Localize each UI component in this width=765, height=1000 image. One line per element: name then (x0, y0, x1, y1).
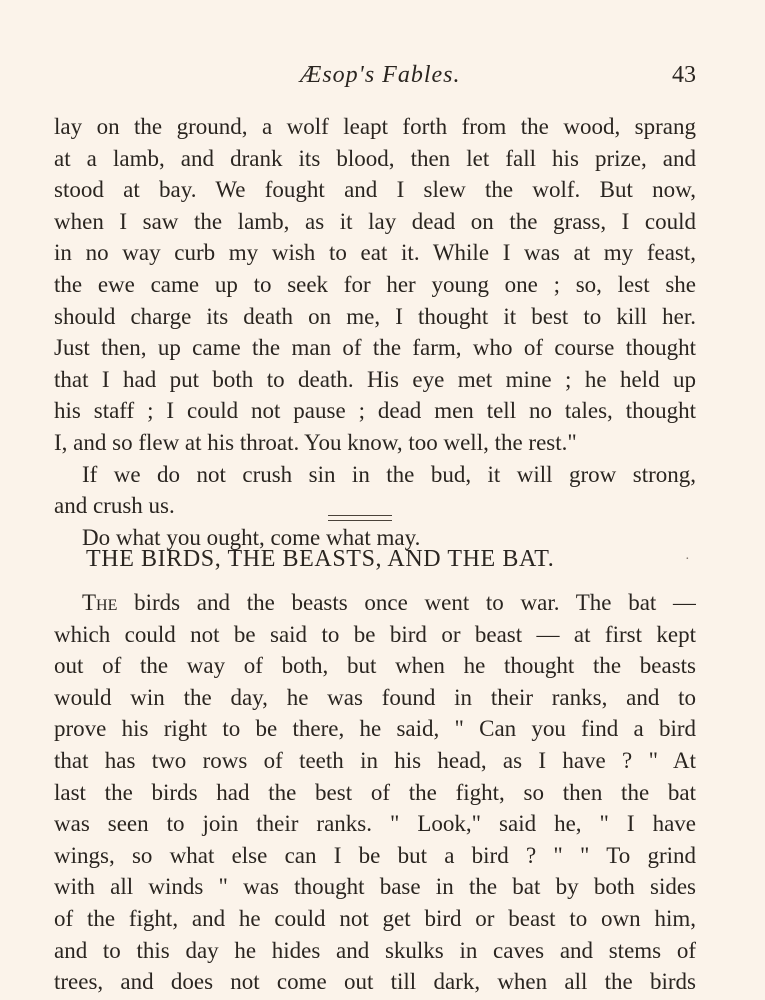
text-line: Just then, up came the man of the farm, who of course thought (54, 335, 696, 361)
text-line: lay on the ground, a wolf leapt forth from the wood, sprang (54, 114, 696, 139)
text-line: I, and so flew at his throat. You know, too well, the rest." (54, 429, 577, 455)
moral-line: and crush us. (54, 493, 175, 519)
first-text-line (54, 587, 696, 619)
text-line: with all winds " was thought base in the bat by both sides (54, 874, 696, 900)
text-line: at a lamb, and drank its blood, then let fall his prize, and (54, 145, 696, 171)
text-line: prove his right to be there, he said, " Can you find a bird (54, 716, 696, 742)
running-head (54, 62, 696, 92)
text-line: his staff ; I could not pause ; dead men tell no tales, thought (54, 398, 696, 424)
title-mark: · (685, 552, 690, 567)
text-line: the ewe came up to seek for her young one ; so, lest she (54, 271, 696, 297)
text-line: in no way curb my wish to eat it. While I was at my feast, (54, 240, 696, 266)
text-line: that I had put both to death. His eye met mine ; he held up (54, 366, 696, 392)
moral-line: If we do not crush sin in the bud, it will grow strong, (82, 461, 696, 487)
text-line: should charge its death on me, I thought it best to kill her. (54, 303, 696, 329)
opening-word: The (82, 590, 118, 615)
text-line: of the fight, and he could not get bird or beast to own him, (54, 905, 696, 931)
fable-text (54, 587, 696, 998)
text-line: trees, and does not come out till dark, when all the birds (54, 969, 696, 995)
text-line: out of the way of both, but when he thought the beasts (54, 653, 696, 679)
text-line: last the birds had the best of the fight, so then the bat (54, 779, 696, 805)
text-line: would win the day, he was found in their ranks, and to (54, 684, 696, 710)
moral-line: Do what you ought, come what may. (82, 524, 421, 550)
fable-title: THE BIRDS, THE BEASTS, AND THE BAT. (86, 546, 555, 572)
text-line: that has two rows of teeth in his head, as I have ? " At (54, 747, 696, 773)
book-title: Æsop's Fables. (300, 62, 461, 88)
text-line: stood at bay. We fought and I slew the wolf. But now, (54, 177, 696, 203)
first-line-rest: birds and the beasts once went to war. The bat — (117, 590, 696, 615)
page-number: 43 (672, 62, 696, 88)
text-line: was seen to join their ranks. " Look," said he, " I have (54, 811, 696, 837)
text-line: wings, so what else can I be but a bird ? " " To grind (54, 842, 696, 868)
fable-ending (54, 111, 696, 553)
text-line: which could not be said to be bird or beast — at first kept (54, 621, 696, 647)
text-line: and to this day he hides and skulks in caves and stems of (54, 937, 696, 963)
text-line: when I saw the lamb, as it lay dead on the grass, I could (54, 208, 696, 234)
section-divider (328, 515, 392, 521)
